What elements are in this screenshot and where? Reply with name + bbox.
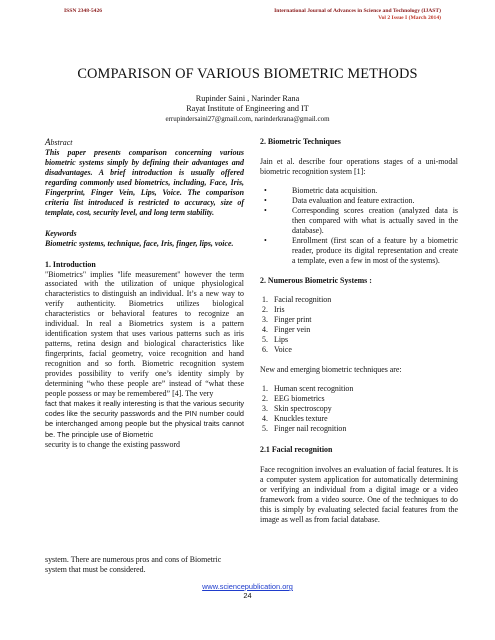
list-item: 5. Finger nail recognition bbox=[262, 423, 347, 433]
list-item: 1. Human scent recognition bbox=[262, 384, 354, 394]
list-item: 6. Voice bbox=[262, 345, 292, 355]
emerging-list bbox=[262, 384, 458, 434]
journal-header bbox=[201, 8, 441, 22]
author-emails: errupindersaini27@gmail.com, narinderkrana@gmail.com bbox=[165, 115, 330, 123]
keywords-heading: Keywords bbox=[45, 228, 77, 238]
author-names: Rupinder Saini , Narinder Rana bbox=[195, 94, 300, 103]
list-item: 3. Skin spectroscopy bbox=[262, 404, 332, 414]
list-item: 2. Iris bbox=[262, 305, 285, 315]
left-column bbox=[45, 137, 244, 450]
introduction-text-sans: fact that makes it really interesting is that the various security codes like the security passwords and the PIN number could be interchanged among people but the physical traits cannot be. The principle use of Biometric bbox=[45, 398, 244, 439]
facial-heading: 2.1 Facial recognition bbox=[260, 444, 333, 454]
journal-name: International Journal of Advances in Science and Technology (IJAST) bbox=[274, 8, 441, 14]
abstract-text: This paper presents comparison concerning various biometric systems simply by defining their advantages and disadvantages. A brief introduction is usually offered regarding commonly used biometrics, including, Face, Iris, Fingerprint, Finger Vein, Lips, Voice. The comparison criteria list introduced is restricted to accuracy, size of template, cost, security level, and long term stability. bbox=[45, 148, 244, 217]
bullet-icon: • bbox=[264, 195, 267, 205]
right-column bbox=[260, 137, 458, 525]
journal-volume: Vol 2 Issue I (March 2014) bbox=[378, 15, 441, 21]
facial-text: Face recognition involves an evaluation of facial features. It is a computer system application for automatically determining or verifying an individual from a digital image or a video framework from a video source. One of the techniques to do this is simply by evaluating selected facial features from the image as well as from facial database. bbox=[260, 464, 458, 524]
abstract-heading bbox=[45, 137, 244, 148]
abstract-heading-cap: A bbox=[45, 137, 51, 147]
introduction-heading: 1. Introduction bbox=[45, 259, 96, 269]
list-item: 4. Finger vein bbox=[262, 325, 311, 335]
list-item: • Data evaluation and feature extraction. bbox=[264, 195, 415, 205]
bullet-icon: • bbox=[264, 235, 267, 245]
issn-header: ISSN 2348-5426 bbox=[64, 8, 103, 14]
bullet-icon: • bbox=[264, 185, 267, 195]
introduction-text-tail: security is to change the existing password bbox=[45, 439, 180, 449]
techniques-intro: Jain et al. describe four operations stages of a uni-modal biometric recognition system [1]: bbox=[260, 156, 458, 176]
abstract-heading-rest: bstract bbox=[50, 138, 73, 147]
footer-link[interactable]: www.sciencepublication.org bbox=[202, 582, 293, 591]
list-item: • Corresponding scores creation (analyzed data is then compared with what is actually saved in the database). bbox=[264, 205, 458, 235]
list-item: • Enrollment (first scan of a feature by a biometric reader, produce its digital representation and create a template, even a few in most of the systems). bbox=[264, 235, 458, 265]
list-item: 5. Lips bbox=[262, 335, 289, 345]
keywords-text: Biometric systems, technique, face, Iris, finger, lips, voice. bbox=[45, 238, 234, 248]
list-item: • Biometric data acquisition. bbox=[264, 185, 378, 195]
list-item: 3. Finger print bbox=[262, 315, 312, 325]
techniques-heading: 2. Biometric Techniques bbox=[260, 137, 341, 146]
list-item: 1. Facial recognition bbox=[262, 295, 332, 305]
bullet-icon: • bbox=[264, 205, 267, 215]
introduction-text: "Biometrics" implies "life measurement" however the term associated with the utilization of unique physiological characteristics to distinguish an individual. It’s a new way to verify authenticity. Biometrics utilizes biological characteristics or behavioral features to recognize an individual. In real a Biometrics system is a pattern identification system that uses various patterns such as iris patterns, retina design and biological characteristics like fingerprints, facial geometry, voice recognition and hand recognition and so forth. Biometric recognition system provides possibility to verify one’s identity simply by determining “who these people are” instead of “what these people possess or may be remembered” [4]. The very bbox=[45, 269, 244, 398]
page-number: 24 bbox=[243, 591, 252, 600]
biometric-systems-list bbox=[262, 295, 458, 355]
list-item: 4. Knuckles texture bbox=[262, 413, 328, 423]
numerous-heading: 2. Numerous Biometric Systems : bbox=[260, 276, 372, 286]
introduction-continued: system. There are numerous pros and cons of Biometric system that must be considered. bbox=[45, 555, 222, 574]
techniques-list bbox=[264, 186, 458, 266]
emerging-intro: New and emerging biometric techniques are: bbox=[260, 365, 402, 375]
paper-title: COMPARISON OF VARIOUS BIOMETRIC METHODS bbox=[77, 66, 418, 82]
author-block bbox=[0, 94, 495, 124]
list-item: 2. EEG biometrics bbox=[262, 394, 325, 404]
author-affiliation: Rayat Institute of Engineering and IT bbox=[186, 104, 309, 113]
